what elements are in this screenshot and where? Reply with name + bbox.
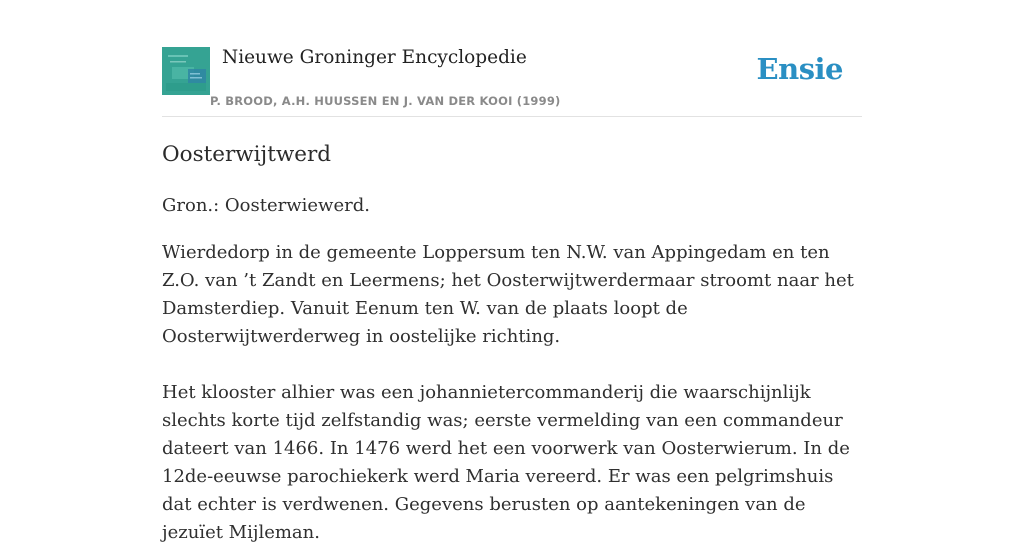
ensie-logo[interactable]: Ensie bbox=[756, 52, 843, 86]
entry-paragraph: Gron.: Oosterwiewerd. bbox=[162, 195, 370, 216]
entry-paragraph: Het klooster alhier was een johannietercommanderij die waarschijnlijk slechts korte tijd zelfstandig was; eerste vermelding van een commandeur dateert van 1466. In 1476 werd het een voorwerk van Oosterwierum. In de 12de-eeuwse parochiekerk werd Maria vereerd. Er was een pelgrimshuis dat echter is verdwenen. Gegevens berusten op aantekeningen van de jezuïet Mijleman. bbox=[162, 382, 850, 543]
book-cover-image bbox=[162, 47, 210, 95]
book-cover-thumbnail[interactable] bbox=[162, 47, 210, 95]
entry-title: Oosterwijtwerd bbox=[162, 142, 331, 167]
header bbox=[162, 0, 862, 117]
page bbox=[162, 0, 862, 543]
book-title[interactable]: Nieuwe Groninger Encyclopedie bbox=[222, 47, 527, 68]
entry-paragraph: Wierdedorp in de gemeente Loppersum ten N.W. van Appingedam en ten Z.O. van ’t Zandt en Leermens; het Oosterwijtwerdermaar stroomt naar het Damsterdiep. Vanuit Eenum ten W. van de plaats loopt de Oosterwijtwerderweg in oostelijke richting. bbox=[162, 242, 854, 347]
book-authors: P. BROOD, A.H. HUUSSEN EN J. VAN DER KOOI (1999) bbox=[210, 94, 561, 108]
